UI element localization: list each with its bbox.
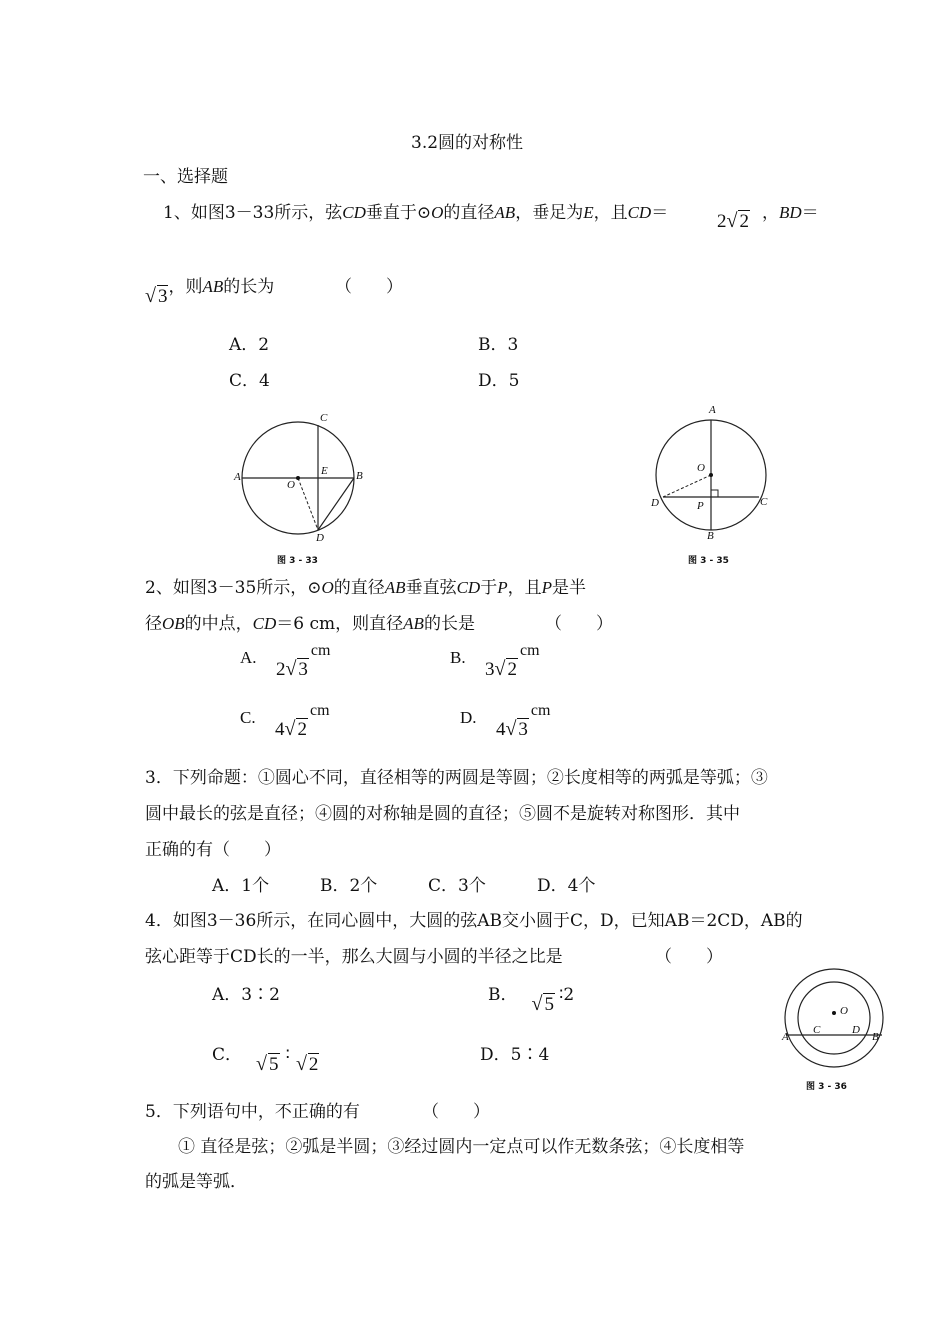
question-3-line-1: 3．下列命题：①圆心不同，直径相等的两圆是等圆；②长度相等的两弧是等弧；③ — [145, 768, 768, 788]
fig335-label-p: P — [697, 500, 704, 512]
fig333-dashed-od — [298, 478, 318, 530]
q1-answer-paren: （ ） — [335, 277, 403, 297]
fig336-label-o: O — [840, 1005, 848, 1017]
q4-option-a[interactable]: A．3∶2 — [212, 985, 280, 1005]
fig333-label-c: C — [320, 412, 328, 424]
q4-option-d[interactable]: D．5∶4 — [480, 1045, 550, 1065]
question-3-line-2: 圆中最长的弦是直径；④圆的对称轴是圆的直径；⑤圆不是旋转对称图形．其中 — [145, 804, 740, 824]
question-4-line-2: 弦心距等于CD长的一半，那么大圆与小圆的半径之比是 — [145, 947, 563, 967]
fig335-label-c: C — [760, 496, 768, 508]
question-1-line-2: √ 3，则AB的长为 — [145, 277, 275, 307]
q2-answer-paren: （ ） — [545, 614, 613, 634]
fig333-label-a: A — [234, 471, 241, 483]
page-title: 3.2圆的对称性 — [411, 133, 524, 153]
question-5-line-1: 5．下列语句中，不正确的有 — [145, 1102, 360, 1122]
fig335-caption: 图 3 - 35 — [688, 556, 729, 566]
fig335-center-dot — [709, 473, 713, 477]
fig335-label-a: A — [709, 404, 716, 416]
q3-option-a[interactable]: A．1个 — [212, 876, 270, 896]
q2-option-b[interactable]: B. 3√ 2cm — [450, 642, 540, 680]
fig335-label-b: B — [707, 530, 714, 542]
section-heading: 一、选择题 — [143, 167, 228, 187]
question-5-line-3: 的弧是等弧． — [145, 1172, 247, 1192]
fig333-label-o: O — [287, 479, 295, 491]
fig336-label-b: B — [872, 1031, 879, 1043]
q1-cd-value: 2√ 2 — [717, 210, 749, 232]
question-2-line-1: 2、如图3－35所示，⊙O的直径AB垂直弦CD于P，且P是半 — [145, 578, 586, 598]
fig335-dashed-od — [663, 475, 711, 497]
q3-option-d[interactable]: D．4个 — [537, 876, 596, 896]
q4-option-c[interactable]: C． √ 5 ∶ √ 2 — [212, 1045, 319, 1075]
fig336-caption: 图 3 - 36 — [806, 1082, 847, 1092]
fig336-label-d: D — [852, 1024, 860, 1036]
question-3-line-3: 正确的有（ ） — [145, 840, 281, 860]
fig335-label-o: O — [697, 462, 705, 474]
fig333-label-e: E — [321, 465, 328, 477]
fig333-segment-bd — [318, 478, 354, 530]
q2-option-a[interactable]: A. 2√ 3cm — [240, 642, 331, 680]
fig336-label-a: A — [782, 1031, 789, 1043]
q4-answer-paren: （ ） — [655, 947, 723, 967]
q3-option-c[interactable]: C．3个 — [428, 876, 486, 896]
fig336-inner-circle — [798, 982, 870, 1054]
question-1-line-1: 1、如图3－33所示，弦CD垂直于⊙O的直径AB，垂足为E，且CD＝ — [163, 203, 669, 223]
q1-option-c[interactable]: C．4 — [229, 371, 270, 391]
figure-3-33 — [230, 410, 370, 560]
figure-3-36 — [781, 965, 891, 1075]
q2-option-c[interactable]: C. 4√ 2cm — [240, 702, 330, 740]
q2-option-d[interactable]: D. 4√ 3cm — [460, 702, 551, 740]
fig335-label-d: D — [651, 497, 659, 509]
fig333-center-dot — [296, 476, 300, 480]
fig335-right-angle — [711, 490, 718, 497]
question-5-line-2: ① 直径是弦；②弧是半圆；③经过圆内一定点可以作无数条弦；④长度相等 — [178, 1137, 745, 1157]
q1-option-d[interactable]: D．5 — [478, 371, 520, 391]
q1-option-b[interactable]: B．3 — [478, 335, 519, 355]
question-4-line-1: 4．如图3－36所示，在同心圆中，大圆的弦AB交小圆于C，D，已知AB＝2CD，AB的 — [145, 911, 803, 931]
fig333-caption: 图 3 - 33 — [277, 556, 318, 566]
q4-option-b[interactable]: B． √ 5 ∶2 — [488, 985, 575, 1015]
q1-option-a[interactable]: A．2 — [229, 335, 270, 355]
fig333-label-d: D — [316, 532, 324, 544]
fig333-label-b: B — [356, 470, 363, 482]
fig336-outer-circle — [785, 969, 883, 1067]
q1-bd-label: ，BD＝ — [762, 203, 819, 223]
q5-answer-paren: （ ） — [422, 1102, 490, 1122]
fig336-center-dot — [832, 1011, 836, 1015]
fig336-label-c: C — [813, 1024, 821, 1036]
question-2-line-2: 径OB的中点，CD＝6 cm，则直径AB的长是 — [145, 614, 475, 634]
q3-option-b[interactable]: B．2个 — [320, 876, 378, 896]
